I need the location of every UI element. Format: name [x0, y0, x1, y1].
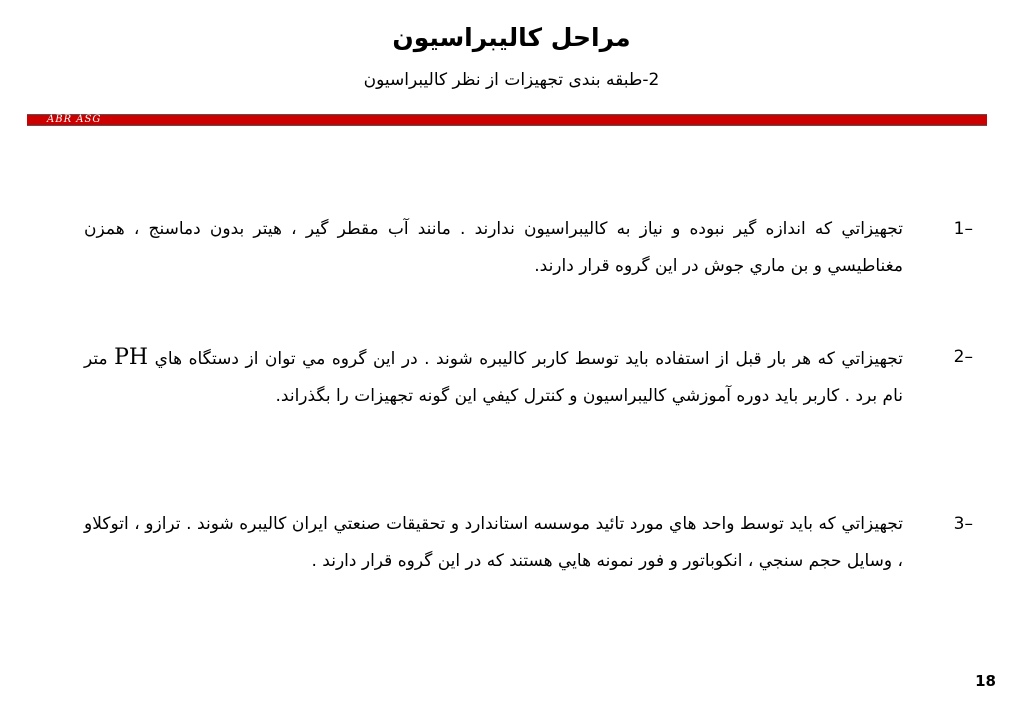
list-item-1: [84, 211, 973, 285]
item-text-part-2: متر نام برد . كاربر بايد دوره آموزشي كاليبراسيون و كنترل كيفي اين گونه تجهيزات را بگذراند.: [84, 349, 903, 406]
band-logo: ABR ASG: [47, 114, 102, 125]
item-number: 1–: [953, 219, 973, 239]
item-number: 3–: [953, 514, 973, 534]
item-text: تجهيزاتي كه اندازه گير نبوده و نياز به كاليبراسيون ندارند . مانند آب مقطر گير ، هيتر بدون دماسنج ، همزن مغناطيسي و بن ماري جوش در اين گروه قرار دارند.: [84, 219, 903, 276]
ph-label: PH: [114, 345, 149, 370]
item-text: [84, 339, 903, 415]
list-item-3: [84, 506, 973, 580]
item-text: تجهيزاتي كه بايد توسط واحد هاي مورد تائيد موسسه استاندارد و تحقيقات صنعتي ايران كاليبره شوند . ترازو ، اتوكلاو ، وسايل حجم سنجي ، انكوباتور و فور نمونه هايي هستند كه در اين گروه قرار دارند .: [84, 514, 903, 571]
header-band: [27, 114, 987, 126]
item-number: 2–: [953, 347, 973, 367]
list-item-2: [84, 339, 973, 415]
slide-subtitle: 2-طبقه بندی تجهیزات از نظر کالیبراسیون: [363, 70, 660, 90]
item-text-part-1: تجهيزاتي كه هر بار قبل از استفاده بايد توسط كاربر كاليبره شوند . در اين گروه مي توان از دستگاه هاي: [154, 349, 903, 369]
slide-title: مراحل کالیبراسیون: [392, 23, 631, 52]
page-number: 18: [975, 672, 996, 690]
